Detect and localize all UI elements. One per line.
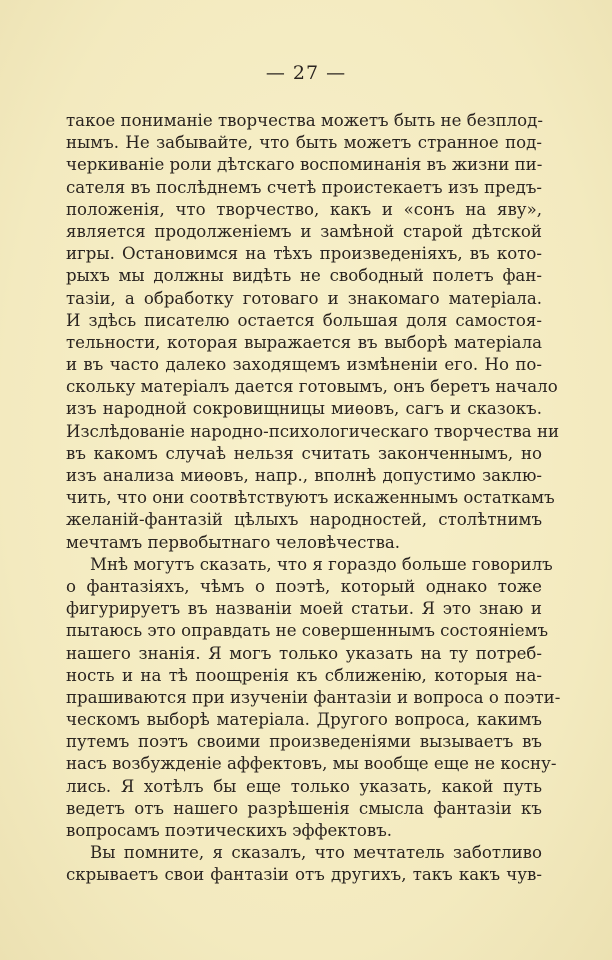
text-line: является продолженіемъ и замѣной старой дѣтской <box>66 221 542 241</box>
text-line: мечтамъ первобытнаго человѣчества. <box>66 532 401 552</box>
page-number: — 27 — <box>265 62 347 84</box>
text-line: Мнѣ могутъ сказать, что я гораздо больше говорилъ <box>90 554 553 574</box>
text-line: прашиваются при изученіи фантазіи и вопроса о поэти- <box>66 687 561 707</box>
body-text <box>66 110 561 887</box>
text-line: тазіи, а обработку готоваго и знакомаго матеріала. <box>66 288 542 308</box>
text-line: скрываетъ свои фантазіи отъ другихъ, такъ какъ чув- <box>66 865 542 885</box>
text-line: и въ часто далеко заходящемъ измѣненіи его. Но по- <box>66 355 542 375</box>
text-line: желаній-фантазій цѣлыхъ народностей, столѣтнимъ <box>66 510 542 530</box>
text-line: чить, что они соотвѣтствуютъ искаженнымъ остаткамъ <box>66 488 555 508</box>
text-line: положенія, что творчество, какъ и «сонъ на яву», <box>66 199 542 219</box>
text-line: И здѣсь писателю остается большая доля самостоя- <box>66 310 542 330</box>
text-line: фигурируетъ въ названіи моей статьи. Я это знаю и <box>66 599 542 619</box>
text-line: сателя въ послѣднемъ счетѣ проистекаетъ изъ предъ- <box>66 177 542 197</box>
text-line: пытаюсь это оправдать не совершеннымъ состояніемъ <box>66 621 549 641</box>
text-line: лись. Я хотѣлъ бы еще только указать, какой путь <box>66 776 542 796</box>
text-line: ность и на тѣ поощренія къ сближенію, которыя на- <box>66 665 542 685</box>
text-line: такое пониманіе творчества можетъ быть не безплод- <box>66 111 543 130</box>
text-line: скольку матеріалъ дается готовымъ, онъ беретъ начало <box>66 377 558 397</box>
text-line: черкиваніе роли дѣтскаго воспоминанія въ жизни пи- <box>66 155 543 175</box>
text-line: о фантазіяхъ, чѣмъ о поэтѣ, который однако тоже <box>66 576 542 596</box>
text-line: ведетъ отъ нашего разрѣшенія смысла фантазіи къ <box>66 798 542 818</box>
text-line: нымъ. Не забывайте, что быть можетъ странное под- <box>66 133 542 153</box>
text-line: ческомъ выборѣ матеріала. Другого вопроса, какимъ <box>66 710 542 730</box>
text-line: путемъ поэтъ своими произведеніями вызываетъ въ <box>66 732 542 752</box>
text-line: изъ народной сокровищницы миѳовъ, сагъ и сказокъ. <box>66 399 542 419</box>
text-line: въ какомъ случаѣ нельзя считать законченнымъ, но <box>66 443 542 463</box>
text-line: тельности, которая выражается въ выборѣ матеріала <box>66 332 542 352</box>
text-line: игры. Остановимся на тѣхъ произведеніяхъ, въ кото- <box>66 244 542 264</box>
text-line: Изслѣдованіе народно-психологическаго творчества ни <box>66 421 560 441</box>
text-line: Вы помните, я сказалъ, что мечтатель заботливо <box>90 843 542 863</box>
text-line: нашего знанія. Я могъ только указать на ту потреб- <box>66 643 542 663</box>
text-line: насъ возбужденіе аффектовъ, мы вообще еще не косну- <box>66 754 557 774</box>
text-line: вопросамъ поэтическихъ эффектовъ. <box>66 821 393 840</box>
text-line: изъ анализа миѳовъ, напр., вполнѣ допустимо заклю- <box>66 466 542 485</box>
text-line: рыхъ мы должны видѣть не свободный полетъ фан- <box>66 266 542 286</box>
